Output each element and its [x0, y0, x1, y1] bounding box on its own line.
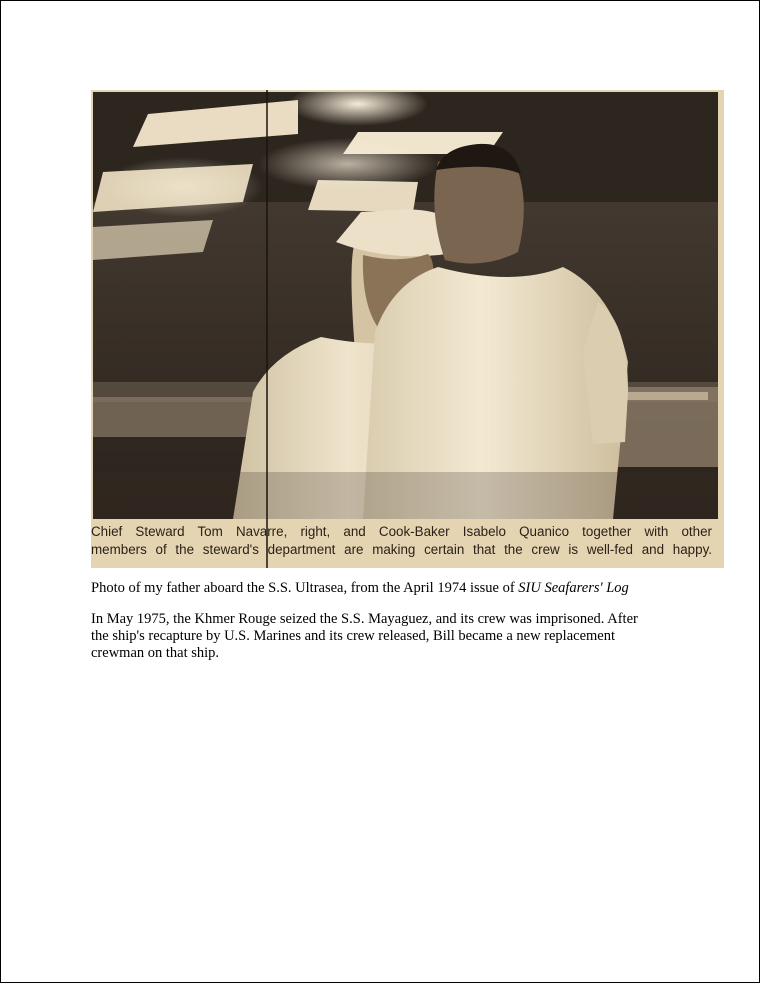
clipping-fold-crease	[266, 90, 268, 568]
clipping-caption-line-2: members of the steward's department are making certain that the crew is well-fed and happy.	[91, 542, 712, 557]
photo-caption	[91, 580, 691, 597]
body-line: the ship's recapture by U.S. Marines and its crew released, Bill became a new replacement	[91, 628, 616, 644]
photo-caption-text: Photo of my father aboard the S.S. Ultrasea, from the April 1974 issue of	[91, 580, 519, 596]
body-line: crewman on that ship.	[91, 645, 220, 661]
clipping-caption	[91, 523, 724, 565]
body-line: In May 1975, the Khmer Rouge seized the S.S. Mayaguez, and its crew was imprisoned. After	[91, 611, 638, 627]
publication-title: SIU Seafarers' Log	[518, 580, 629, 596]
clipping-caption-line-1: Chief Steward Tom Navarre, right, and Cook-Baker Isabelo Quanico together with other	[91, 524, 712, 539]
clipping-photo	[93, 92, 718, 519]
body-paragraph	[91, 611, 691, 662]
newspaper-clipping	[91, 90, 724, 568]
